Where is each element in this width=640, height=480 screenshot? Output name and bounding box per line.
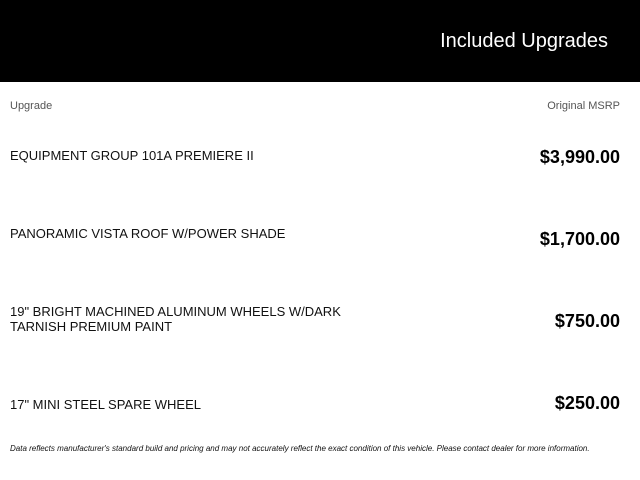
upgrade-name: 19" BRIGHT MACHINED ALUMINUM WHEELS W/DARK TARNISH PREMIUM PAINT xyxy=(10,304,341,334)
disclaimer-text: Data reflects manufacturer's standard build and pricing and may not accurately reflect the exact condition of this vehicle. Please contact dealer for more information. xyxy=(10,444,590,453)
upgrade-price: $750.00 xyxy=(554,311,620,331)
upgrade-name: EQUIPMENT GROUP 101A PREMIERE II xyxy=(10,148,254,163)
column-header-msrp: Original MSRP xyxy=(547,100,620,112)
upgrade-price: $250.00 xyxy=(554,393,620,413)
upgrade-name: PANORAMIC VISTA ROOF W/POWER SHADE xyxy=(10,226,286,241)
header-bar xyxy=(0,0,640,82)
upgrade-price: $1,700.00 xyxy=(539,229,620,249)
page-title: Included Upgrades xyxy=(440,30,608,52)
upgrade-name: 17" MINI STEEL SPARE WHEEL xyxy=(10,397,202,412)
column-header-upgrade: Upgrade xyxy=(10,100,53,112)
upgrade-price: $3,990.00 xyxy=(539,147,620,167)
